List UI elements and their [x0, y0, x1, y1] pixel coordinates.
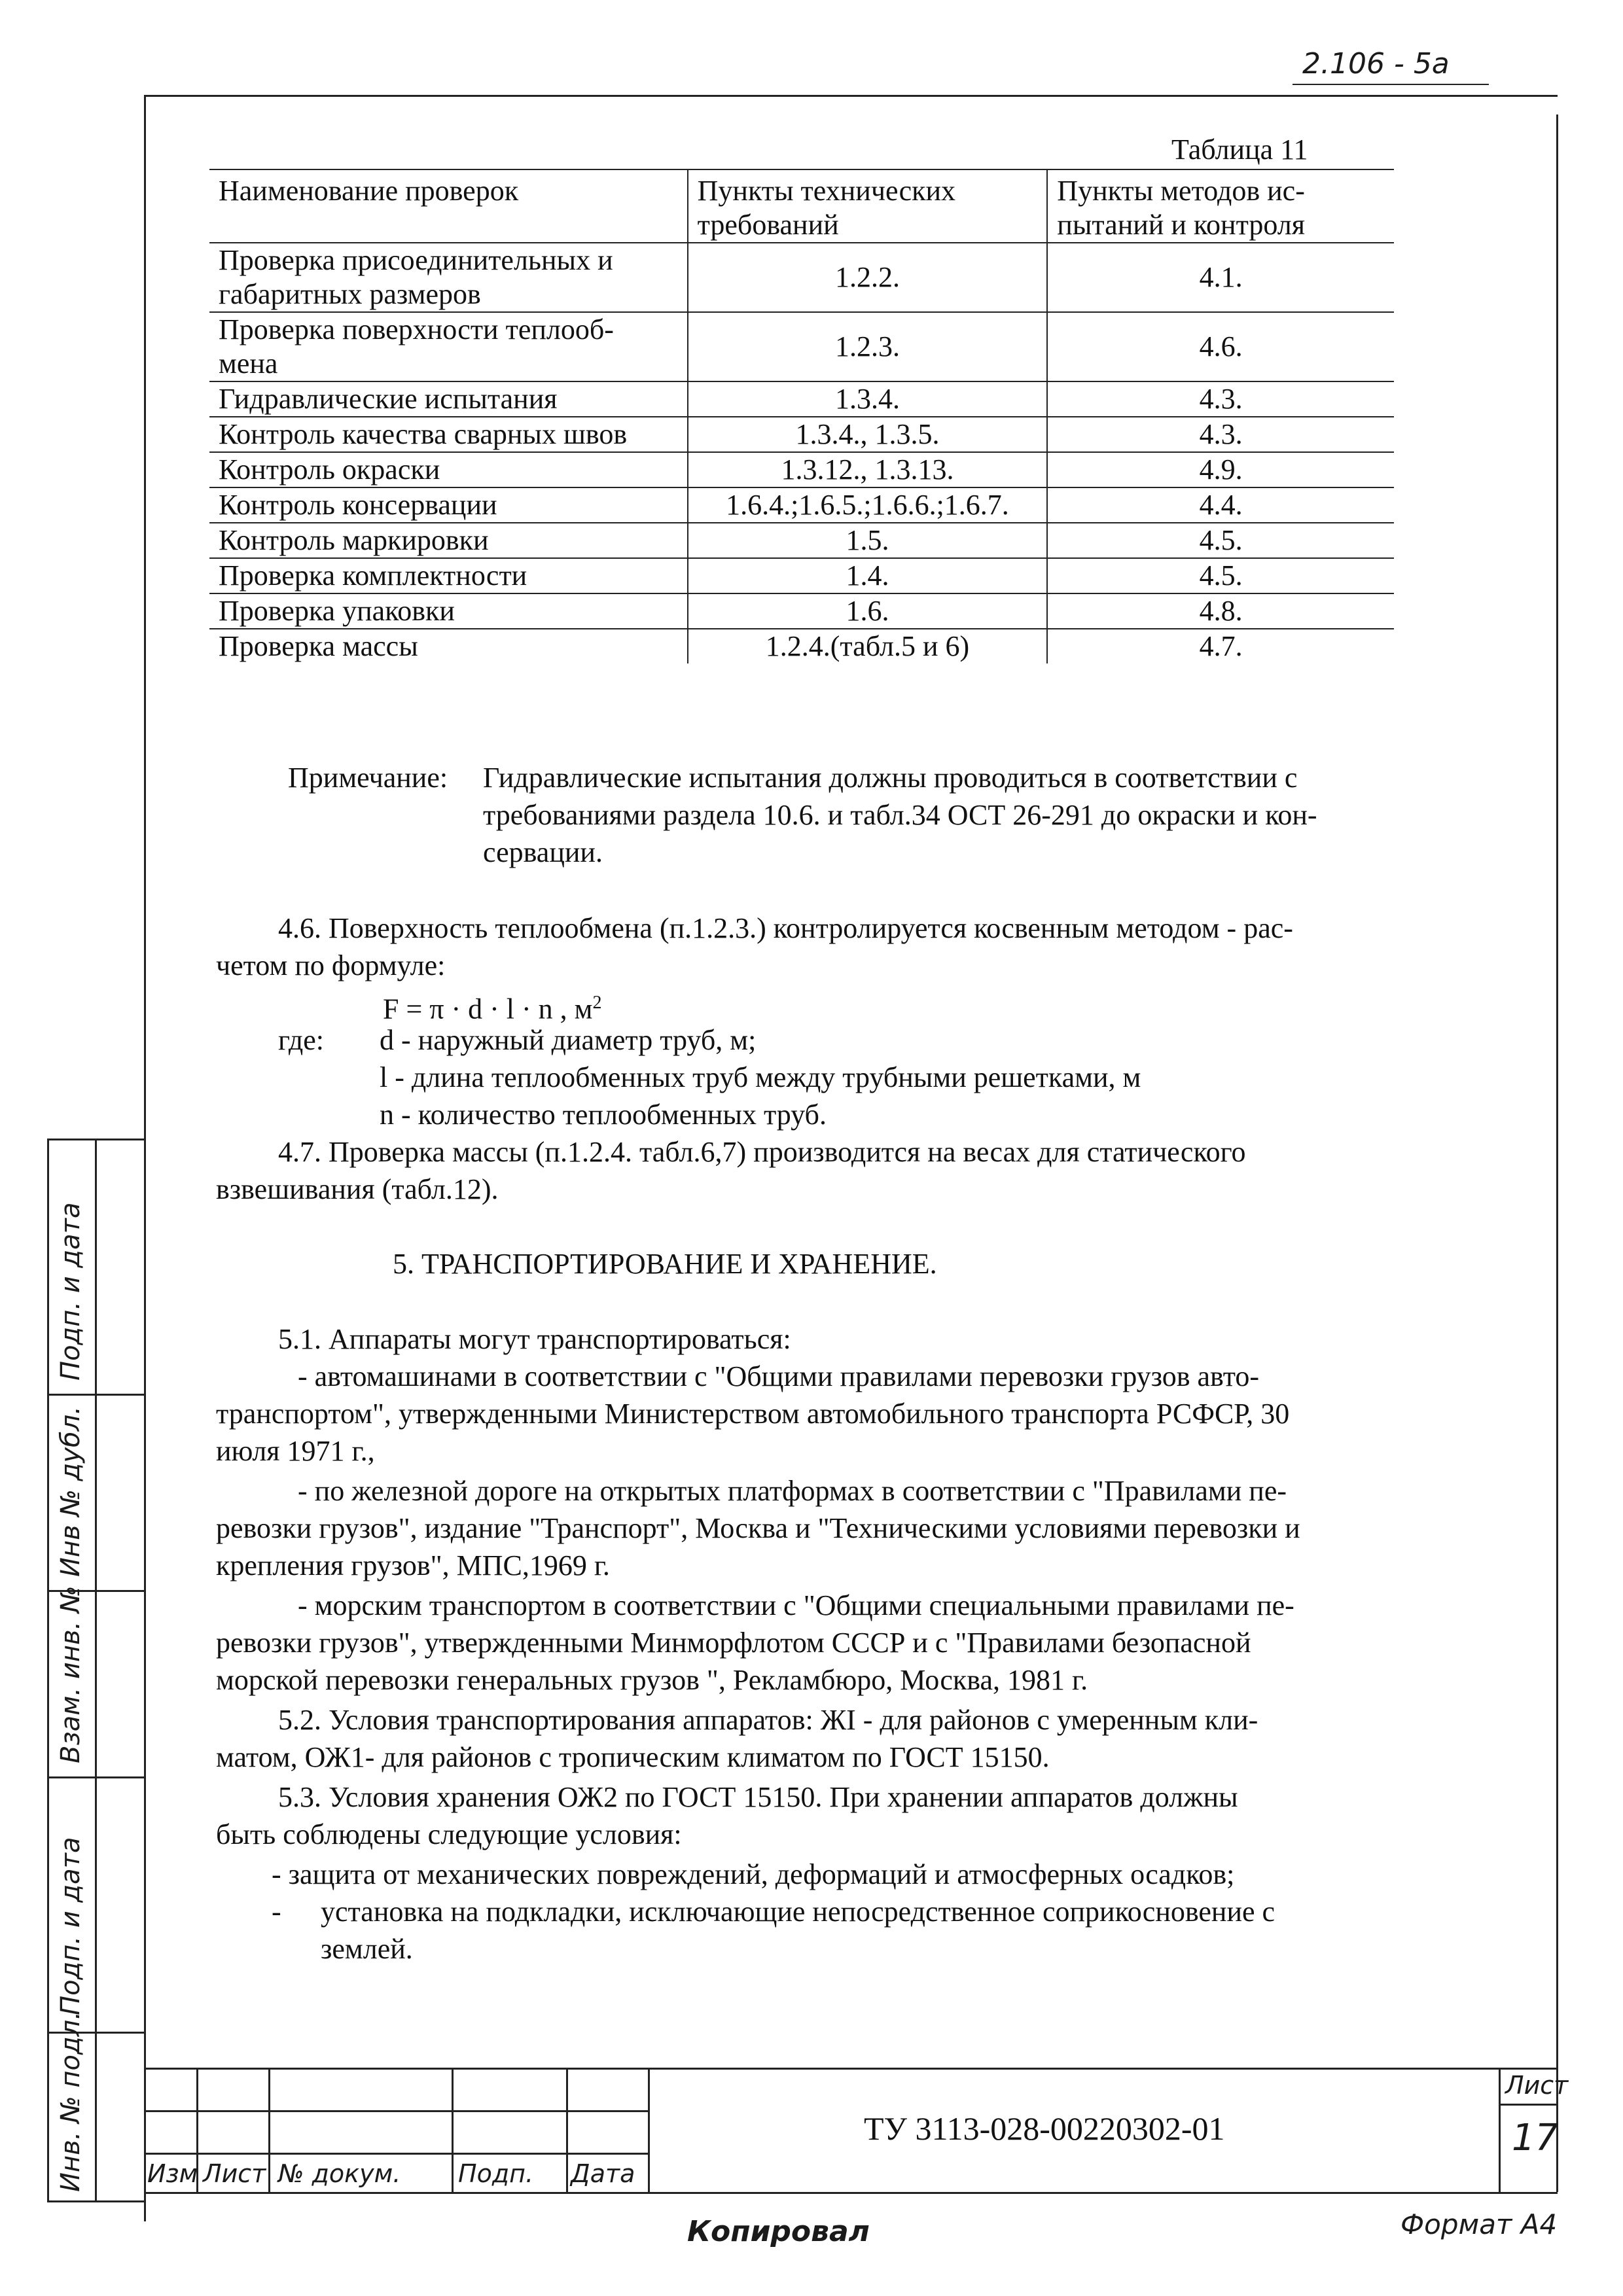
where-label: где:	[278, 1024, 324, 1056]
row-tech-req: 1.2.3.	[688, 312, 1048, 381]
note-line: требованиями раздела 10.6. и табл.34 ОСТ 26-291 до окраски и кон-	[483, 799, 1317, 831]
title-block-line	[144, 2068, 1558, 2070]
table-row	[209, 629, 1394, 663]
title-block-line	[566, 2068, 568, 2192]
row-name-line: габаритных размеров	[219, 278, 481, 310]
row-check-name: Проверка массы	[219, 630, 418, 662]
stamp-field-dup-inv: Инв № дубл.	[56, 1406, 86, 1577]
header-underline	[1293, 84, 1489, 85]
header-line: Наименование проверок	[219, 175, 519, 207]
document-reference: 2.106 - 5а	[1302, 47, 1450, 80]
row-check-name: Контроль окраски	[209, 452, 688, 487]
table-row	[209, 487, 1394, 523]
format-label: Формат А4	[1400, 2208, 1558, 2240]
table-caption: Таблица 11	[1171, 133, 1308, 166]
row-check-name: Гидравлические испытания	[209, 381, 688, 417]
document-number: ТУ 3113-028-00220302-01	[864, 2110, 1225, 2147]
title-col-sheet: Лист	[203, 2159, 266, 2188]
stamp-line	[47, 1776, 144, 1778]
paragraph-line: июля 1971 г.,	[216, 1435, 375, 1467]
title-block-line	[144, 2153, 648, 2155]
paragraph-line: 5.2. Условия транспортирования аппаратов: ЖI - для районов с умеренным кли-	[278, 1704, 1258, 1736]
stamp-field-sign-date-2: Подп. и дата	[56, 1837, 86, 2015]
row-tech-req: 1.6.4.;1.6.5.;1.6.6.;1.6.7.	[688, 487, 1048, 523]
title-col-signature: Подп.	[458, 2159, 534, 2188]
title-col-date: Дата	[571, 2159, 635, 2188]
header-test-methods	[1047, 169, 1394, 243]
row-tech-req: 1.3.4.	[688, 381, 1048, 417]
stamp-field-orig-inv: Инв. № подл.	[56, 2011, 86, 2192]
paragraph-line: 4.6. Поверхность теплообмена (п.1.2.3.) контролируется косвенным методом - рас-	[278, 912, 1293, 944]
table-row	[209, 558, 1394, 593]
page-frame-right	[1556, 115, 1558, 2192]
stamp-line	[95, 1139, 97, 2202]
row-check-name: Контроль качества сварных швов	[209, 417, 688, 452]
copied-label: Копировал	[687, 2215, 870, 2248]
checks-table	[209, 169, 1394, 663]
list-dash: -	[272, 1896, 281, 1928]
row-tech-req: 1.5.	[688, 523, 1048, 558]
formula-exponent: 2	[592, 993, 602, 1013]
where-item: n - количество теплообменных труб.	[380, 1099, 827, 1131]
row-test-method: 4.5.	[1047, 558, 1394, 593]
note-line: Гидравлические испытания должны проводиться в соответствии с	[483, 762, 1298, 794]
header-tech-req	[688, 169, 1048, 243]
where-item: d - наружный диаметр труб, м;	[380, 1024, 757, 1056]
row-name-line: Проверка поверхности теплооб-	[219, 313, 614, 345]
stamp-line	[47, 1394, 144, 1396]
paragraph-line: 5.3. Условия хранения ОЖ2 по ГОСТ 15150. При хранении аппаратов должны	[278, 1781, 1238, 1813]
row-check-name: Проверка комплектности	[209, 558, 688, 593]
row-name-line: мена	[219, 347, 278, 380]
paragraph-line: взвешивания (табл.12).	[216, 1173, 499, 1205]
title-block-line	[1499, 2068, 1501, 2192]
table-row	[209, 312, 1394, 381]
table-row	[209, 243, 1394, 312]
header-line: Пункты технических	[697, 175, 956, 207]
title-block-line	[144, 2192, 1558, 2194]
row-name-line: Проверка присоединительных и	[219, 244, 613, 276]
paragraph-line: ревозки грузов", издание "Транспорт", Москва и "Техническими условиями перевозки и	[216, 1512, 1300, 1544]
table-row	[209, 452, 1394, 487]
paragraph-line: - защита от механических повреждений, деформаций и атмосферных осадков;	[272, 1858, 1235, 1890]
row-check-name	[209, 243, 688, 312]
stamp-line	[47, 2200, 144, 2202]
row-test-method: 4.8.	[1047, 593, 1394, 629]
paragraph-line: землей.	[321, 1933, 413, 1965]
row-tech-req: 1.2.2.	[688, 243, 1048, 312]
row-tech-req: 1.3.12., 1.3.13.	[688, 452, 1048, 487]
title-block-line	[452, 2068, 454, 2192]
paragraph-line: - по железной дороге на открытых платформах в соответствии с "Правилами пе-	[298, 1475, 1287, 1507]
title-block-line	[648, 2068, 650, 2192]
paragraph-line: установка на подкладки, исключающие непосредственное соприкосновение с	[321, 1896, 1275, 1928]
row-tech-req: 1.2.4.(табл.5 и 6)	[688, 629, 1048, 663]
paragraph-line: матом, ОЖ1- для районов с тропическим климатом по ГОСТ 15150.	[216, 1741, 1050, 1773]
paragraph-line: - автомашинами в соответствии с "Общими правилами перевозки грузов авто-	[298, 1360, 1260, 1392]
row-test-method: 4.3.	[1047, 381, 1394, 417]
stamp-field-sign-date: Подп. и дата	[56, 1202, 86, 1381]
header-line: пытаний и контроля	[1057, 209, 1305, 241]
row-test-method: 4.1.	[1047, 243, 1394, 312]
sheet-label: Лист	[1505, 2071, 1569, 2100]
paragraph-line: четом по формуле:	[216, 949, 446, 981]
paragraph-line: - морским транспортом в соответствии с "Общими специальными правилами пе-	[298, 1589, 1294, 1621]
header-check-name	[209, 169, 688, 243]
paragraph-line: быть соблюдены следующие условия:	[216, 1818, 682, 1850]
row-test-method: 4.9.	[1047, 452, 1394, 487]
table-row	[209, 381, 1394, 417]
title-col-change: Изм	[147, 2159, 198, 2188]
paragraph-line: морской перевозки генеральных грузов ", Рекламбюро, Москва, 1981 г.	[216, 1664, 1088, 1696]
header-line: Пункты методов ис-	[1057, 175, 1305, 207]
paragraph-line: крепления грузов", МПС,1969 г.	[216, 1549, 610, 1581]
sheet-number: 17	[1512, 2117, 1559, 2159]
row-tech-req: 1.3.4., 1.3.5.	[688, 417, 1048, 452]
row-test-method: 4.6.	[1047, 312, 1394, 381]
where-item: l - длина теплообменных труб между трубными решетками, м	[380, 1061, 1141, 1093]
row-test-method: 4.4.	[1047, 487, 1394, 523]
row-check-name: Контроль маркировки	[209, 523, 688, 558]
title-block-line	[268, 2068, 270, 2192]
table-row	[209, 417, 1394, 452]
paragraph-line: транспортом", утвержденными Министерством автомобильного транспорта РСФСР, 30	[216, 1398, 1290, 1430]
row-check-name	[209, 312, 688, 381]
row-tech-req: 1.6.	[688, 593, 1048, 629]
section-title: 5. ТРАНСПОРТИРОВАНИЕ И ХРАНЕНИЕ.	[393, 1248, 937, 1280]
title-block-line	[144, 2110, 648, 2112]
row-check-name: Контроль консервации	[209, 487, 688, 523]
row-test-method: 4.3.	[1047, 417, 1394, 452]
page-frame-top	[144, 95, 1558, 97]
title-block-line	[1499, 2104, 1558, 2106]
formula-text: F = π · d · l · n , м	[383, 993, 593, 1025]
page-frame-left	[144, 95, 146, 2221]
stamp-line	[47, 1139, 144, 1140]
stamp-field-replace-inv: Взам. инв. №	[56, 1585, 86, 1763]
table-header-row	[209, 169, 1394, 243]
header-line: требований	[697, 209, 839, 241]
title-col-doc-no: № докум.	[278, 2159, 401, 2188]
table-row	[209, 523, 1394, 558]
row-check-name: Проверка упаковки	[209, 593, 688, 629]
row-test-method: 4.5.	[1047, 523, 1394, 558]
paragraph-line: ревозки грузов", утвержденными Минморфлотом СССР и с "Правилами безопасной	[216, 1627, 1251, 1659]
table-row	[209, 593, 1394, 629]
row-test-method: 4.7.	[1047, 629, 1394, 663]
paragraph-line: 4.7. Проверка массы (п.1.2.4. табл.6,7) производится на весах для статического	[278, 1136, 1246, 1168]
note-label: Примечание:	[288, 762, 448, 794]
stamp-line	[47, 1139, 49, 2202]
row-tech-req: 1.4.	[688, 558, 1048, 593]
paragraph-line: 5.1. Аппараты могут транспортироваться:	[278, 1323, 791, 1355]
note-line: сервации.	[483, 836, 603, 868]
